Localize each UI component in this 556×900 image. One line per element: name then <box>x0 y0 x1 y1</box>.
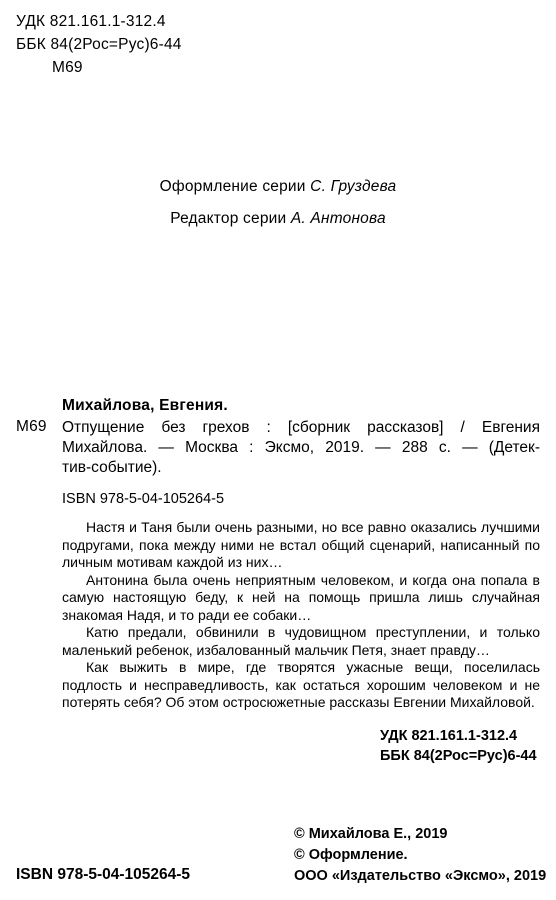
udk-code: УДК 821.161.1-312.4 <box>16 13 166 30</box>
description-line-2: тив-событие). <box>62 459 162 476</box>
annotation-paragraph: Как выжить в мире, где творятся ужасные вещи, поселилась подлость и несправедливость, как остаться хорошим человеком и не потерять себя? Об этом остросюжетные рассказы Евгении Михайловой. <box>62 659 540 710</box>
annotation-paragraph: Настя и Таня были очень разными, но все равно оказались лучшими подругами, пока между ними не встал общий сценарий, написанный по личным мотивам каждой из них… <box>62 519 540 570</box>
author-mark: М69 <box>52 59 83 76</box>
udk-code-repeat: УДК 821.161.1-312.4 <box>380 728 518 744</box>
footer-isbn: ISBN 978-5-04-105264-5 <box>16 866 191 883</box>
bbk-code-repeat: ББК 84(2Рос=Рус)6-44 <box>380 748 537 764</box>
series-editor-name: А. Антонова <box>290 210 386 227</box>
title-line: Отпущение без грехов : [сборник рассказов] / Евгения <box>62 419 540 436</box>
series-design-credit <box>0 178 556 196</box>
record-isbn: ISBN 978-5-04-105264-5 <box>62 491 225 507</box>
bbk-code: ББК 84(2Рос=Рус)6-44 <box>16 36 182 53</box>
annotation-paragraph: Катю предали, обвинили в чудовищном преступлении, и только маленький ребенок, избалованный мальчик Петя, знает правду… <box>62 624 540 658</box>
series-editor-label: Редактор серии <box>170 210 287 227</box>
series-design-label: Оформление серии <box>159 178 306 195</box>
series-editor-credit <box>0 210 556 228</box>
annotation-paragraph: Антонина была очень неприятным человеком, и когда она попала в самую настоящую беду, к ней на помощь пришла лишь случайная знакомая Надя, и то ради ее собаки… <box>62 571 540 623</box>
copyright-publisher: ООО «Издательство «Эксмо», 2019 <box>294 868 547 884</box>
copyright-author: © Михайлова Е., 2019 <box>294 826 448 842</box>
bibliographic-description <box>62 418 540 478</box>
copyright-design: © Оформление. <box>294 847 408 863</box>
author-heading: Михайлова, Евгения. <box>62 397 228 414</box>
record-mark: М69 <box>16 418 47 435</box>
description-line-1: Михайлова. — Москва : Эксмо, 2019. — 288 с. — (Детек- <box>62 439 540 456</box>
series-design-name: С. Груздева <box>310 178 397 195</box>
annotation <box>62 519 540 712</box>
